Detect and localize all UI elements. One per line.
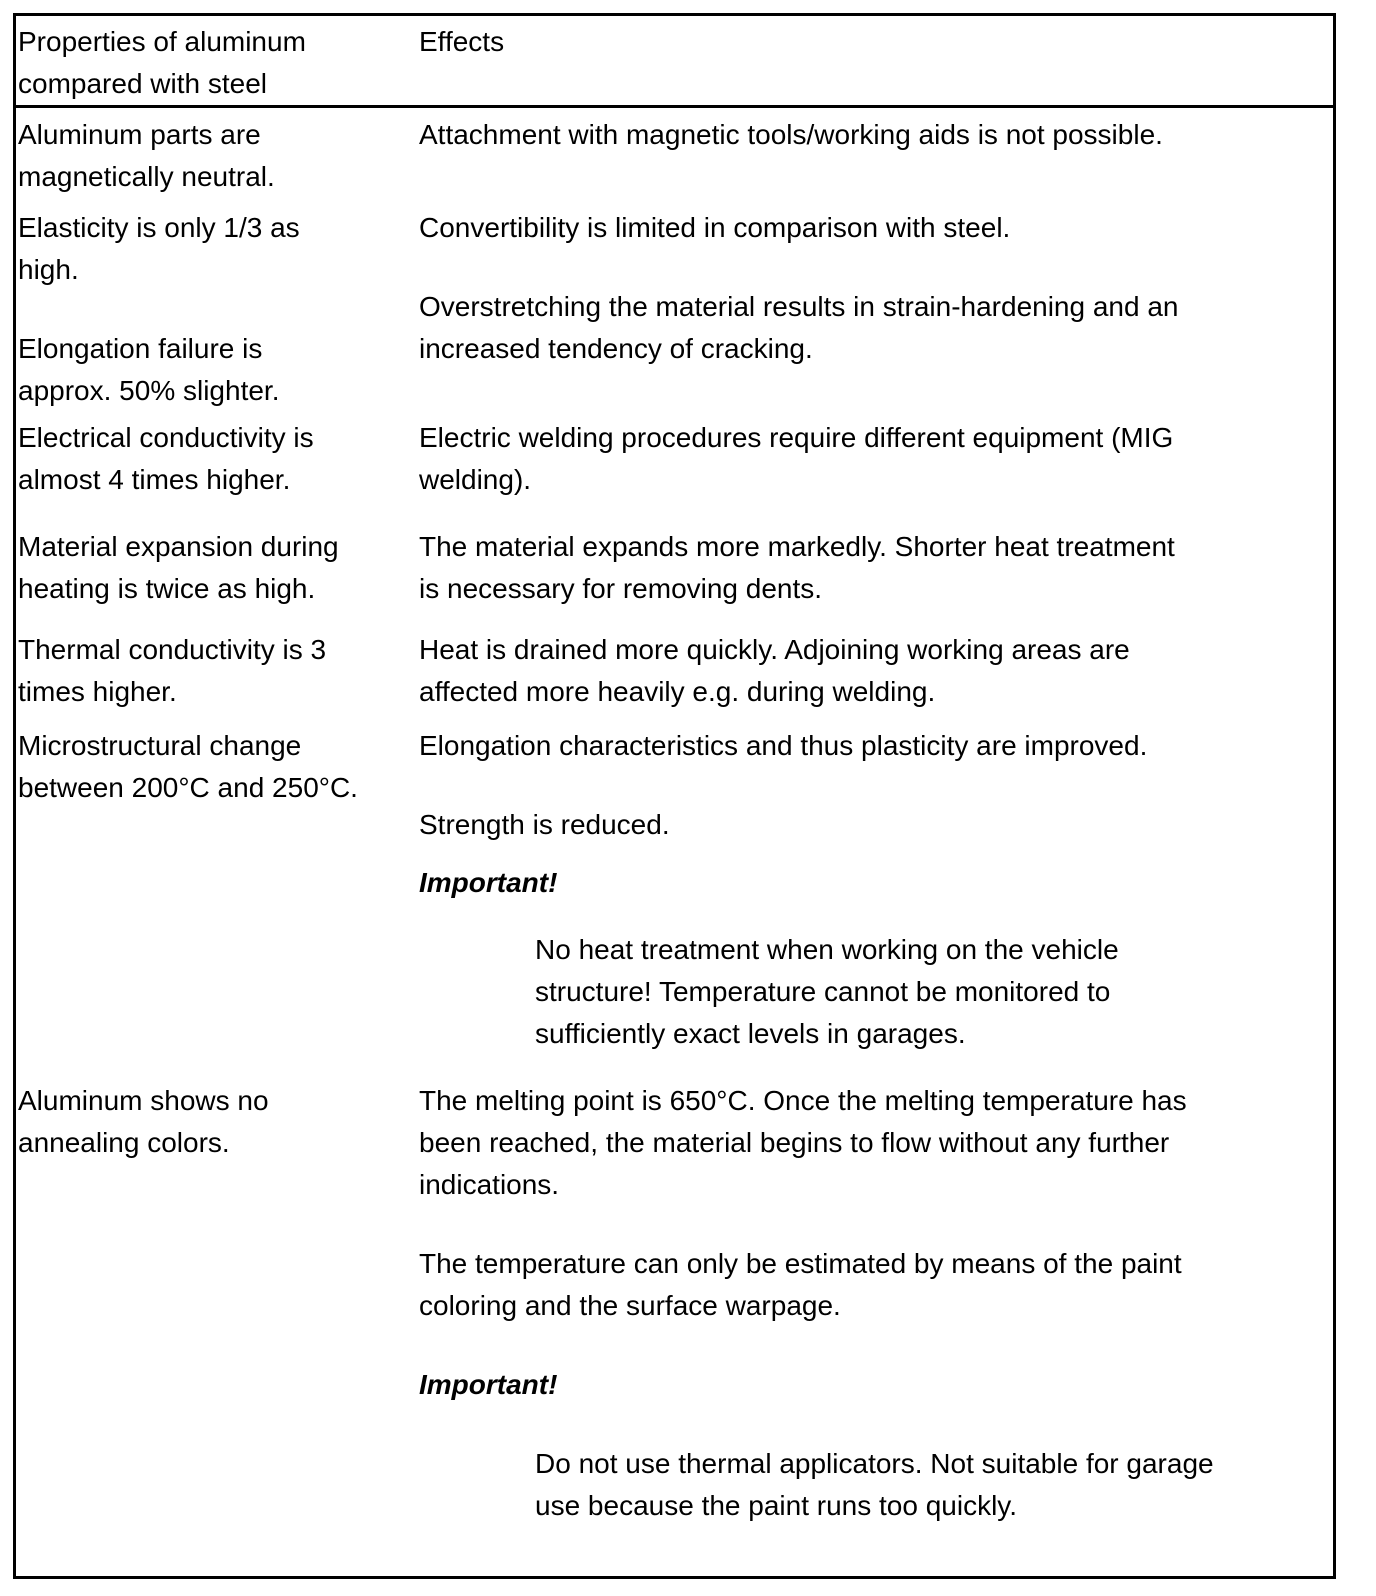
row6-property-line1: Thermal conductivity is 3: [18, 634, 327, 665]
row2-property-line1: Elasticity is only 1/3 as: [18, 212, 300, 243]
row8-effect1-line2: been reached, the material begins to flow without any further: [419, 1127, 1170, 1158]
header-col2: Effects: [419, 26, 505, 57]
row1-effect-line1: Attachment with magnetic tools/working aids is not possible.: [419, 119, 1163, 150]
row1-property-line1: Aluminum parts are: [18, 119, 261, 150]
row8-effect1-line1: The melting point is 650°C. Once the melting temperature has: [419, 1085, 1187, 1116]
row5-property-line1: Material expansion during: [18, 531, 339, 562]
row5-effect-line1: The material expands more markedly. Shorter heat treatment: [419, 531, 1175, 562]
row3-effect-line1: Overstretching the material results in strain-hardening and an: [419, 291, 1179, 322]
row8-property-line2: annealing colors.: [18, 1127, 230, 1158]
row8-property-line1: Aluminum shows no: [18, 1085, 269, 1116]
row7-important-label: Important!: [419, 867, 558, 898]
header-col1-line1: Properties of aluminum: [18, 26, 306, 57]
row7-property-line2: between 200°C and 250°C.: [18, 772, 358, 803]
row7-effect2-line1: Strength is reduced.: [419, 809, 670, 840]
row2-effect-line1: Convertibility is limited in comparison with steel.: [419, 212, 1011, 243]
row4-property-line1: Electrical conductivity is: [18, 422, 314, 453]
row7-effect1-line1: Elongation characteristics and thus plasticity are improved.: [419, 730, 1148, 761]
row1-property-line2: magnetically neutral.: [18, 161, 275, 192]
row7-important-note-line1: No heat treatment when working on the vehicle: [535, 934, 1119, 965]
row5-effect-line2: is necessary for removing dents.: [419, 573, 823, 604]
row8-effect2-line1: The temperature can only be estimated by means of the paint: [419, 1248, 1182, 1279]
header-col1-line2: compared with steel: [18, 68, 268, 99]
row2-property-line2: high.: [18, 254, 79, 285]
row3-property-line1: Elongation failure is: [18, 333, 263, 364]
row4-effect-line1: Electric welding procedures require different equipment (MIG: [419, 422, 1174, 453]
row4-property-line2: almost 4 times higher.: [18, 464, 291, 495]
row8-important-note-line2: use because the paint runs too quickly.: [535, 1490, 1018, 1521]
row3-effect-line2: increased tendency of cracking.: [419, 333, 813, 364]
row6-effect-line1: Heat is drained more quickly. Adjoining working areas are: [419, 634, 1130, 665]
row3-property-line2: approx. 50% slighter.: [18, 375, 280, 406]
row8-important-note-line1: Do not use thermal applicators. Not suitable for garage: [535, 1448, 1214, 1479]
row6-property-line2: times higher.: [18, 676, 177, 707]
row6-effect-line2: affected more heavily e.g. during welding.: [419, 676, 936, 707]
row7-important-note-line3: sufficiently exact levels in garages.: [535, 1018, 966, 1049]
row8-effect2-line2: coloring and the surface warpage.: [419, 1290, 841, 1321]
row7-property-line1: Microstructural change: [18, 730, 302, 761]
row5-property-line2: heating is twice as high.: [18, 573, 316, 604]
row7-important-note-line2: structure! Temperature cannot be monitored to: [535, 976, 1111, 1007]
row4-effect-line2: welding).: [419, 464, 532, 495]
row8-effect1-line3: indications.: [419, 1169, 560, 1200]
header-divider: [16, 105, 1333, 108]
row8-important-label: Important!: [419, 1369, 558, 1400]
